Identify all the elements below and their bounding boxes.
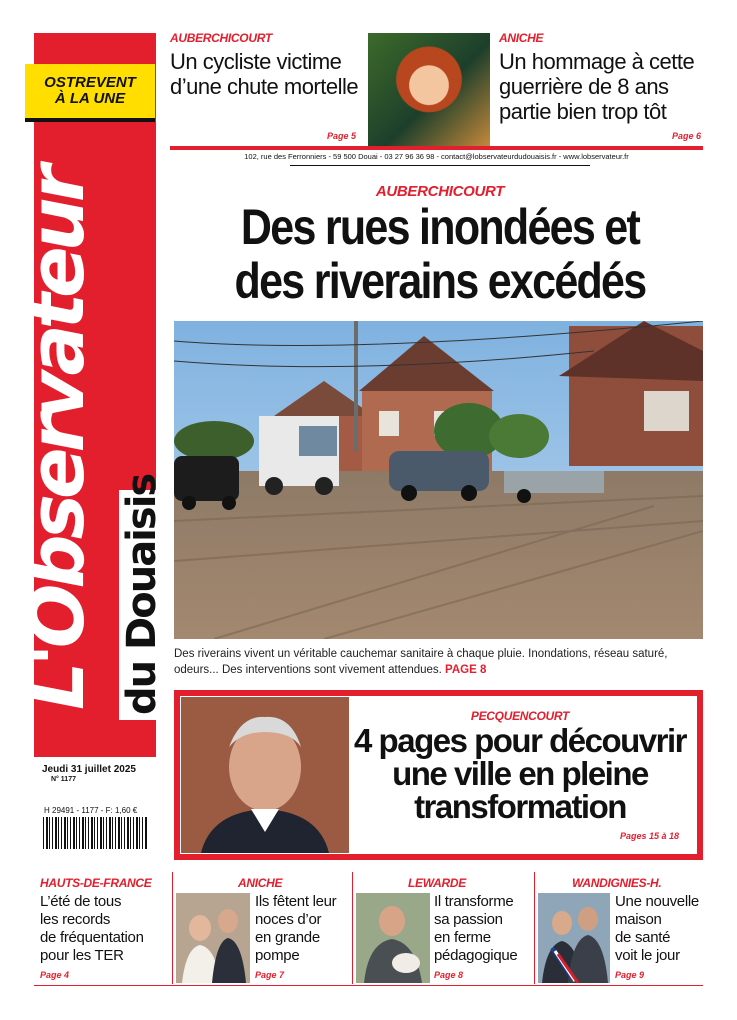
feature-portrait-photo	[181, 697, 349, 853]
bottom-4-line-3: de santé	[615, 929, 671, 946]
main-story-page[interactable]: PAGE 8	[445, 664, 487, 676]
feature-line-2: une ville en pleine	[392, 755, 648, 792]
bottom-4-line-2: maison	[615, 911, 662, 928]
bottom-separator-3	[534, 872, 535, 984]
bottom-4-photo	[538, 893, 610, 983]
bottom-2-line-3: en grande	[255, 929, 320, 946]
badge-line-2: À LA UNE	[54, 90, 126, 107]
bottom-2-line-2: noces d’or	[255, 911, 322, 928]
bottom-3-page[interactable]: Page 8	[434, 970, 464, 980]
bottom-2-kicker: ANICHE	[238, 876, 283, 890]
flooded-street-photo	[174, 321, 703, 639]
bottom-1-line-3: de fréquentation	[40, 929, 144, 946]
bottom-4-line-1: Une nouvelle	[615, 893, 699, 910]
barcode	[43, 817, 147, 849]
bottom-3-line-1: Il transforme	[434, 893, 514, 910]
bottom-3-line-2: sa passion	[434, 911, 503, 928]
bottom-4-kicker: WANDIGNIES-H.	[572, 876, 662, 890]
headline-line-2: des riverains excédés	[234, 253, 646, 309]
issue-number: N° 1177	[51, 776, 76, 783]
bottom-3-line-3: en ferme	[434, 929, 491, 946]
bottom-2-line-1: Ils fêtent leur	[255, 893, 337, 910]
bottom-separator-1	[172, 872, 173, 984]
teaser-1-title[interactable]: Un cycliste victime d’une chute mortelle	[170, 49, 359, 99]
teaser-2-kicker: ANICHE	[499, 31, 544, 45]
caption-text: Des riverains vivent un véritable cauchemar sanitaire à chaque pluie. Inondations, réseau saturé, odeurs... Des interventions sont vivement attendues.	[174, 648, 668, 676]
headline-line-1: Des rues inondées et	[240, 199, 640, 255]
bottom-1-kicker: HAUTS-DE-FRANCE	[40, 876, 152, 890]
feature-kicker: PECQUENCOURT	[470, 709, 570, 723]
bottom-separator-2	[352, 872, 353, 984]
bottom-1-line-1: L’été de tous	[40, 893, 122, 910]
feature-line-1: 4 pages pour découvrir	[354, 722, 686, 759]
main-story-caption	[174, 646, 704, 678]
teaser-1-kicker: AUBERCHICOURT	[170, 31, 272, 45]
teaser-2-photo	[368, 33, 490, 149]
feature-page[interactable]: Pages 15 à 18	[620, 831, 680, 841]
bottom-2-line-4: pompe	[255, 947, 300, 964]
teaser-2-title[interactable]: Un hommage à cette guerrière de 8 ans partie bien trop tôt	[499, 49, 695, 124]
bottom-2-title[interactable]	[255, 893, 350, 965]
address-rule	[290, 165, 590, 166]
contact-address: 102, rue des Ferronniers - 59 500 Douai - 03 27 96 36 98 - contact@lobservateurdudouaisis.fr - www.lobservateur.fr	[244, 152, 629, 161]
bottom-1-title[interactable]	[40, 893, 170, 965]
bottom-rule	[34, 985, 703, 986]
masthead-title: L'Observateur	[12, 169, 101, 710]
teaser-1-page[interactable]: Page 5	[327, 131, 357, 141]
feature-line-3: transformation	[414, 788, 626, 825]
bottom-3-title[interactable]	[434, 893, 534, 965]
bottom-3-photo	[356, 893, 430, 983]
bottom-2-photo	[176, 893, 250, 983]
feature-headline[interactable]	[350, 724, 690, 823]
bottom-3-line-4: pédagogique	[434, 947, 518, 964]
bottom-1-page[interactable]: Page 4	[40, 970, 70, 980]
teaser-2-page[interactable]: Page 6	[672, 131, 702, 141]
bottom-4-page[interactable]: Page 9	[615, 970, 645, 980]
masthead-subtitle: du Douaisis	[119, 474, 165, 715]
price-line: H 29491 - 1177 - F: 1,60 €	[44, 806, 138, 815]
badge-line-1: OSTREVENT	[44, 74, 136, 91]
ostrevent-badge	[25, 64, 155, 122]
top-divider	[170, 146, 703, 150]
main-story-kicker: AUBERCHICOURT	[375, 183, 505, 200]
bottom-3-kicker: LEWARDE	[408, 876, 466, 890]
main-story-headline[interactable]	[212, 200, 668, 308]
bottom-2-page[interactable]: Page 7	[255, 970, 285, 980]
bottom-4-line-4: voit le jour	[615, 947, 680, 964]
issue-date: Jeudi 31 juillet 2025	[42, 764, 136, 775]
bottom-4-title[interactable]	[615, 893, 707, 965]
bottom-1-line-4: pour les TER	[40, 947, 124, 964]
bottom-1-line-2: les records	[40, 911, 111, 928]
